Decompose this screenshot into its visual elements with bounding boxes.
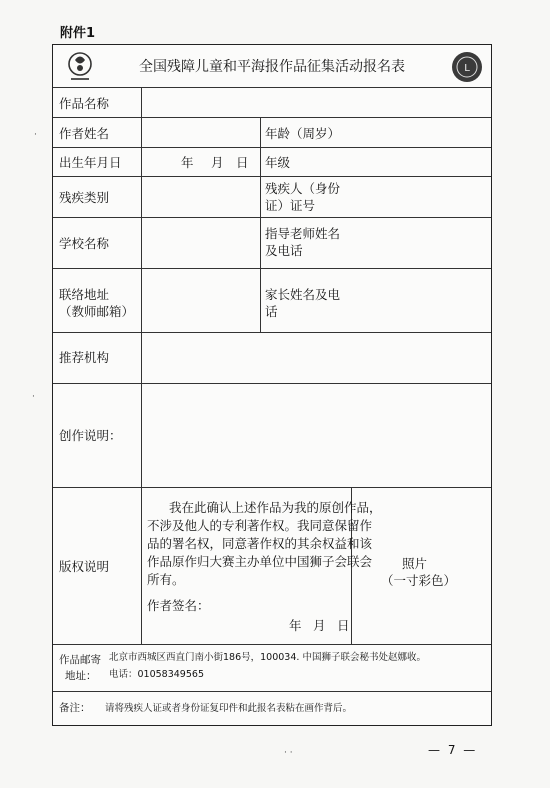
teacher-label-line1: 指导老师姓名 [265, 226, 341, 241]
grade-label: 年级 [265, 155, 291, 170]
disabled-persons-federation-logo-icon [65, 50, 95, 84]
disability-type-field[interactable] [145, 189, 255, 207]
scan-speck: · · [284, 748, 293, 758]
recommender-field[interactable] [145, 349, 485, 367]
author-signature-field[interactable] [213, 597, 343, 615]
creation-note-label: 创作说明： [59, 428, 122, 443]
sign-day-label: 日 [337, 618, 350, 633]
disability-id-label-line1: 残疾人（身份 [265, 181, 341, 196]
mail-phone-text: 电话：01058349565 [109, 669, 204, 680]
attachment-label: 附件1 [60, 26, 96, 41]
photo-box[interactable] [353, 489, 491, 642]
address-label-line2: （教师邮箱） [59, 304, 135, 319]
teacher-label-line2: 及电话 [265, 243, 303, 258]
birth-day-label: 日 [236, 155, 249, 170]
address-label-line1: 联络地址 [59, 287, 110, 302]
registration-form [52, 44, 492, 726]
photo-label-line1: 照片 [402, 556, 428, 571]
disability-id-label-line2: 证）证号 [265, 198, 316, 213]
author-name-field[interactable] [145, 125, 255, 143]
copyright-label: 版权说明 [59, 559, 110, 574]
copyright-text-line2: 不涉及他人的专利著作权。我同意保留作 [147, 518, 373, 533]
parent-label-line1: 家长姓名及电 [265, 287, 341, 302]
disability-id-field[interactable] [353, 189, 483, 207]
copyright-text-line5: 所有。 [147, 572, 185, 587]
birth-date-label: 出生年月日 [59, 155, 122, 170]
birth-year-label: 年 [181, 155, 194, 170]
creation-note-field[interactable] [145, 395, 485, 479]
recommender-label: 推荐机构 [59, 350, 110, 365]
lions-club-emblem-icon [451, 51, 483, 83]
grade-field[interactable] [303, 154, 483, 172]
copyright-text-line1: 我在此确认上述作品为我的原创作品， [169, 500, 382, 515]
work-name-label: 作品名称 [59, 96, 110, 111]
sign-month-label: 月 [313, 618, 326, 633]
remarks-text: 请将残疾人证或者身份证复印件和此报名表粘在画作背后。 [105, 703, 353, 714]
photo-label-line2: （一寸彩色） [381, 573, 457, 588]
age-label: 年龄（周岁） [265, 126, 341, 141]
address-field[interactable] [145, 293, 255, 311]
mail-label-line1: 作品邮寄 [59, 654, 101, 666]
sign-year-label: 年 [289, 618, 302, 633]
teacher-field[interactable] [353, 235, 483, 253]
school-name-field[interactable] [145, 235, 255, 253]
margin-mark: · [34, 130, 37, 140]
author-signature-label: 作者签名： [147, 598, 210, 613]
age-field[interactable] [363, 125, 483, 143]
margin-mark: · [32, 392, 35, 402]
copyright-text-line3: 品的署名权，同意著作权的其余权益和该 [147, 536, 373, 551]
mail-label-line2: 地址： [65, 670, 97, 682]
work-name-field[interactable] [145, 95, 485, 113]
form-title: 全国残障儿童和平海报作品征集活动报名表 [139, 59, 405, 75]
mail-address-text: 北京市西城区西直门南小街186号，100034. 中国狮子联会秘书处赵娜收。 [109, 652, 426, 663]
parent-field[interactable] [353, 293, 483, 311]
school-name-label: 学校名称 [59, 236, 110, 251]
disability-type-label: 残疾类别 [59, 190, 110, 205]
svg-text:L: L [464, 63, 470, 74]
copyright-text-line4: 作品原作归大赛主办单位中国狮子会联会 [147, 554, 373, 569]
page-number: — 7 — [428, 743, 478, 757]
birth-month-label: 月 [211, 155, 224, 170]
parent-label-line2: 话 [265, 304, 278, 319]
author-name-label: 作者姓名 [59, 126, 110, 141]
remarks-label: 备注： [59, 702, 91, 714]
